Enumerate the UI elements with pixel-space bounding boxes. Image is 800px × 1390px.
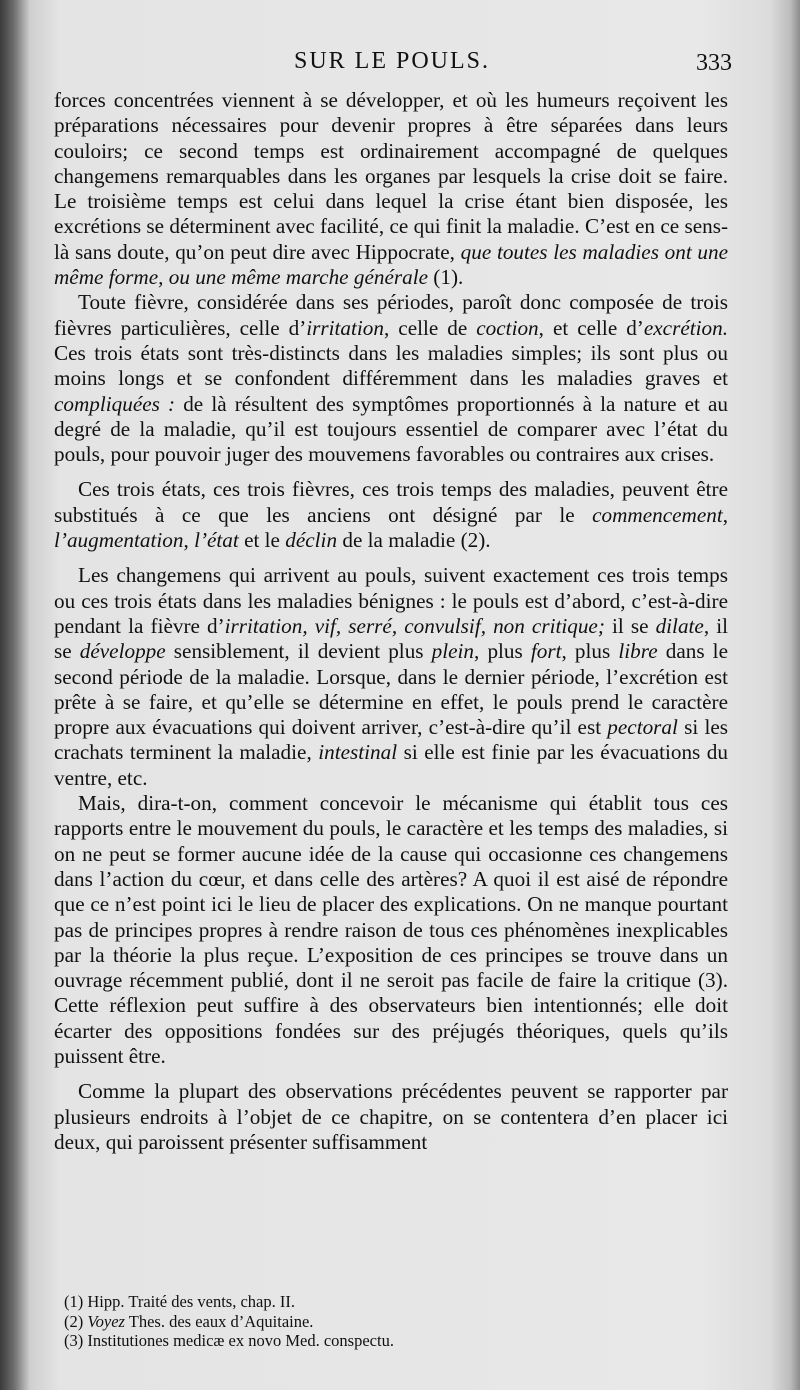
- footnote-marker: (2): [64, 1311, 84, 1331]
- text-run: et le: [238, 528, 286, 553]
- text-run: , plus: [561, 639, 619, 664]
- text-run: Thes. des eaux d’Aquitaine.: [124, 1311, 314, 1331]
- running-title: SUR LE POULS.: [293, 48, 491, 74]
- text-run: (1).: [428, 265, 464, 290]
- text-run: de la maladie (2).: [337, 528, 491, 553]
- italic-text: l’état: [194, 528, 239, 553]
- paragraph: [54, 477, 728, 553]
- italic-text: développe: [79, 639, 166, 664]
- italic-text: que toutes les maladies ont une même forme, ou une même marche générale: [54, 239, 728, 290]
- italic-text: dilate: [655, 613, 704, 638]
- paragraph: [54, 88, 728, 290]
- text-run: forces concentrées viennent à se développer, et où les humeurs reçoivent les préparations nécessaires pour devenir propres à être séparées dans leurs couloirs; ce second temps est ordinairement accompagné de quelques changemens remarquables dans les organes par lesquels la crise doit se faire. Le troisième temps est celui dans lequel la crise étant bien disposée, les excrétions se déterminent avec facilité, ce qui finit la maladie. C’est en ce sens-là sans doute, qu’on peut dire avec Hippocrate,: [54, 88, 728, 264]
- italic-text: l’augmentation: [54, 528, 184, 553]
- footnote: [64, 1331, 728, 1351]
- paragraph: [54, 563, 728, 791]
- text-run: , il se: [54, 613, 728, 664]
- text-run: Les changemens qui arrivent au pouls, suivent exactement ces trois temps ou ces trois états dans les maladies bénignes : le pouls est d’abord, c’est-à-dire pendant la fièvre d’: [54, 563, 728, 638]
- italic-text: coction: [476, 315, 539, 340]
- text-run: si les crachats terminent la maladie,: [54, 715, 728, 765]
- paragraph: [54, 1079, 728, 1155]
- text-run: dans le second période de la maladie. Lorsque, dans le dernier période, l’excrétion est prête à se faire, et qu’elle se détermine en effet, le pouls prend le caractère propre aux évacuations qui doivent arriver, c’est-à-dire qu’il est: [54, 639, 728, 740]
- italic-text: fort: [530, 639, 562, 664]
- italic-text: commencement: [592, 502, 723, 527]
- text-run: ,: [722, 502, 728, 527]
- italic-text: compliquées :: [54, 391, 176, 416]
- footnote-marker: (3): [64, 1331, 84, 1350]
- footnotes: [64, 1292, 728, 1351]
- footnote: [64, 1292, 728, 1312]
- text-run: il se: [604, 613, 656, 638]
- text-run: Institutiones medicæ ex novo Med. conspectu.: [83, 1331, 394, 1350]
- italic-text: irritation: [306, 315, 384, 340]
- page-header: [54, 48, 730, 80]
- footnote: [64, 1312, 728, 1332]
- text-run: , celle de: [384, 315, 477, 340]
- paragraph: [54, 290, 728, 467]
- text-run: Mais, dira-t-on, comment concevoir le mécanisme qui établit tous ces rapports entre le mouvement du pouls, le caractère et les temps des maladies, si on ne peut se former aucune idée de la cause qui occasionne ces changemens dans l’action du cœur, et dans celle des artères? A quoi il est aisé de répondre que ce n’est point ici le lieu de placer des explications. On ne manque pourtant pas de principes propres à rendre raison de tous ces phénomènes inexplicables par la théorie la plus reçue. L’exposition de ces principes se trouve dans un ouvrage récemment publié, dont il ne seroit pas facile de faire la critique (3). Cette réflexion peut suffire à des observateurs bien intentionnés; elle doit écarter des oppositions fondées sur des préjugés théoriques, quels qu’ils puissent être.: [54, 791, 728, 1068]
- italic-text: libre: [618, 639, 658, 664]
- body-text: [54, 88, 728, 1155]
- text-run: Hipp. Traité des vents, chap. II.: [83, 1292, 295, 1311]
- italic-text: irritation, vif, serré, convulsif, non critique;: [224, 613, 605, 638]
- italic-text: plein: [431, 639, 475, 664]
- text-run: Comme la plupart des observations précédentes peuvent se rapporter par plusieurs endroits à l’objet de ce chapitre, on se contentera d’en placer ici deux, qui paroissent présenter suffisamment: [54, 1079, 728, 1154]
- text-run: ,: [183, 528, 195, 553]
- page-number: 333: [696, 50, 732, 76]
- italic-text: intestinal: [318, 740, 398, 765]
- italic-text: excrétion.: [643, 315, 728, 340]
- footnote-marker: (1): [64, 1292, 84, 1311]
- text-run: Toute fièvre, considérée dans ses périodes, paroît donc composée de trois fièvres particulières, celle d’: [54, 290, 728, 340]
- text-run: si elle est finie par les évacuations du ventre, etc.: [54, 740, 728, 790]
- italic-text: Voyez: [87, 1311, 125, 1331]
- text-run: , plus: [474, 639, 531, 664]
- text-run: Ces trois états sont très-distincts dans les maladies simples; ils sont plus ou moins longs et se confondent différemment dans les maladies graves et: [54, 340, 728, 391]
- text-run: de là résultent des symptômes proportionnés à la nature et au degré de la maladie, qu’il est toujours essentiel de comparer avec l’état du pouls, pour pouvoir juger des mouvemens favorables ou contraires aux crises.: [54, 391, 729, 467]
- italic-text: déclin: [285, 528, 338, 553]
- italic-text: pectoral: [607, 715, 678, 740]
- paragraph: [54, 791, 728, 1069]
- text-run: sensiblement, il devient plus: [165, 639, 432, 664]
- text-run: , et celle d’: [538, 315, 644, 340]
- text-run: Ces trois états, ces trois fièvres, ces trois temps des maladies, peuvent être substitués à ce que les anciens ont désigné par le: [54, 477, 728, 527]
